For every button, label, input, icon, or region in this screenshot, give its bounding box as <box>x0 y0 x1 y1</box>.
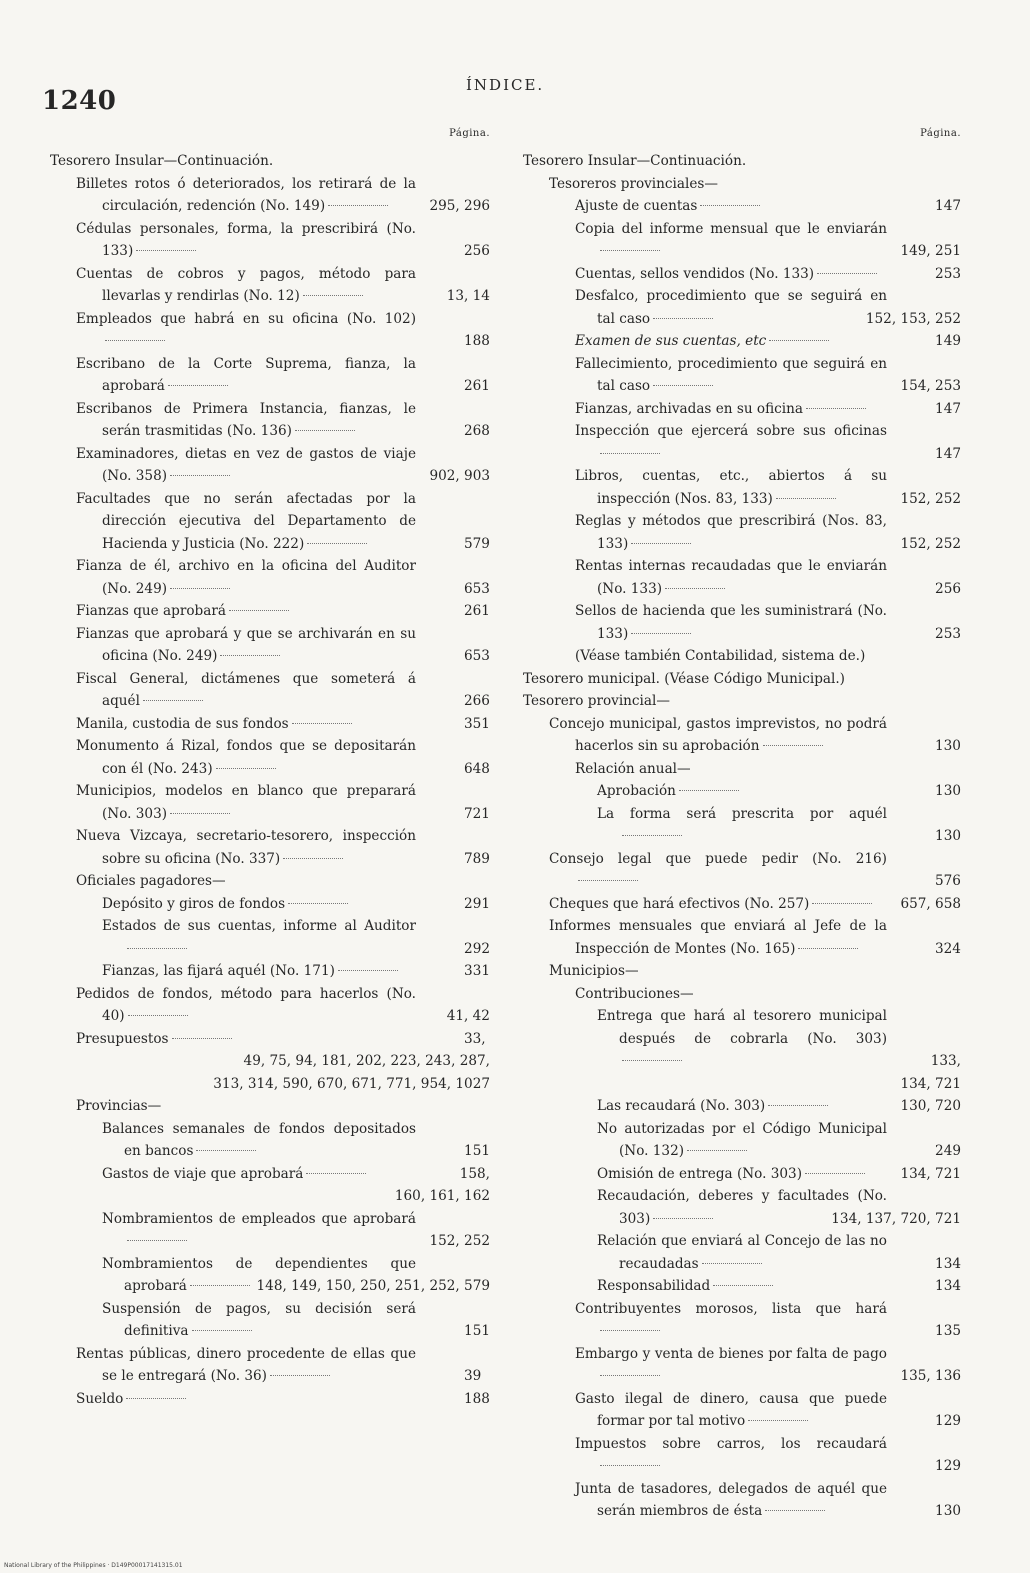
index-entry <box>523 1478 967 1523</box>
dot-leader <box>798 948 858 949</box>
entry-text: Relación anual— <box>575 760 691 777</box>
dot-leader <box>136 250 196 251</box>
entry-text: Embargo y venta de bienes por falta de pago <box>575 1345 887 1362</box>
entry-text: Fianzas, archivadas en su oficina <box>575 400 803 417</box>
entry-text: Cheques que hará efectivos (No. 257) <box>549 895 810 912</box>
index-entry <box>523 690 967 713</box>
entry-text: Tesorero Insular—Continuación. <box>50 153 274 169</box>
index-entry: Municipios, modelos en blanco que preparará (No. 303) 721 <box>76 783 490 822</box>
index-entry: Rentas públicas, dinero procedente de ellas que se le entregará (No. 36) 39 <box>76 1345 482 1384</box>
index-entry <box>50 870 496 893</box>
entry-pages: 148, 149, 150, 250, 251, 252, 579 <box>256 1278 490 1294</box>
entry-pages: 130 <box>935 828 961 844</box>
index-entry <box>50 1208 496 1253</box>
entry-text: Nombramientos de dependientes que aprobará <box>102 1255 416 1294</box>
entry-pages: 135 <box>935 1323 961 1339</box>
entry-text: Empleados que habrá en su oficina (No. 102) <box>76 310 416 327</box>
dot-leader <box>306 1173 366 1174</box>
index-entry: Presupuestos 33, <box>76 1030 486 1047</box>
index-entry: Informes mensuales que enviará al Jefe de la Inspección de Montes (No. 165) 324 <box>549 918 961 957</box>
dot-leader <box>702 1263 762 1264</box>
entry-pages: 151 <box>464 1143 490 1159</box>
entry-text: Sueldo <box>76 1390 124 1407</box>
entry-text: Informes mensuales que enviará al Jefe de la Inspección de Montes (No. 165) <box>549 918 887 957</box>
entry-text: Recaudación, deberes y facultades (No. 303) <box>597 1188 887 1227</box>
entry-text: Ajuste de cuentas <box>575 198 698 214</box>
right-column <box>523 128 967 1523</box>
entry-text: Tesorero Insular—Continuación. <box>523 153 747 169</box>
index-entry <box>50 1095 496 1118</box>
entry-text: Fianzas que aprobará y que se archivarán en su oficina (No. 249) <box>76 625 416 664</box>
entry-text: Desfalco, procedimiento que se seguirá en tal caso <box>575 288 887 327</box>
entry-pages: 134 <box>935 1278 961 1294</box>
index-entry <box>523 1095 967 1118</box>
dot-leader <box>288 903 348 904</box>
index-entry <box>50 960 496 983</box>
index-entry: Empleados que habrá en su oficina (No. 102) 188 <box>76 310 490 349</box>
entry-text: Municipios— <box>549 963 639 979</box>
entry-text: Omisión de entrega (No. 303) <box>597 1165 803 1182</box>
dot-leader <box>307 543 367 544</box>
entry-text: Fiscal General, dictámenes que someterá á aquél <box>76 670 416 709</box>
entry-pages: 902, 903 <box>429 468 490 484</box>
page-number: 1240 <box>42 86 117 116</box>
dot-leader <box>700 205 760 206</box>
index-entry <box>50 893 496 916</box>
entry-pages: 130, 720 <box>900 1098 961 1114</box>
entry-text: Nombramientos de empleados que aprobará <box>102 1210 416 1227</box>
entry-text: (Véase también Contabilidad, sistema de.) <box>575 648 866 664</box>
dot-leader <box>622 1060 682 1061</box>
index-entry <box>523 1163 967 1186</box>
index-entry <box>50 1118 496 1163</box>
entry-text: Fianza de él, archivo en la oficina del Auditor (No. 249) <box>76 558 416 597</box>
index-entry <box>523 218 967 263</box>
entry-pages: 147 <box>935 198 961 214</box>
entry-pages: 256 <box>935 580 961 597</box>
index-entry <box>523 983 967 1006</box>
entry-pages: 147 <box>935 445 961 462</box>
entry-text: Consejo legal que puede pedir (No. 216) <box>549 850 887 867</box>
pagina-label: Página. <box>449 128 490 139</box>
entry-pages: 129 <box>935 1413 961 1429</box>
dot-leader <box>665 588 725 589</box>
dot-leader <box>220 655 280 656</box>
index-entry <box>523 1275 967 1298</box>
dot-leader <box>805 1173 865 1174</box>
dot-leader <box>143 700 203 701</box>
entry-text: Cuentas, sellos vendidos (No. 133) <box>575 265 815 282</box>
dot-leader <box>679 790 739 791</box>
index-entry <box>523 645 967 668</box>
entry-text: Pedidos de fondos, método para hacerlos (No. 40) <box>76 985 416 1024</box>
entry-pages: 147 <box>935 400 961 417</box>
dot-leader <box>172 1038 232 1039</box>
index-entry <box>523 330 967 353</box>
entry-text: Examen de sus cuentas, etc <box>575 333 767 349</box>
index-entry <box>523 555 967 600</box>
index-entry <box>523 668 967 691</box>
index-entry <box>523 1005 967 1073</box>
dot-leader <box>168 385 228 386</box>
dot-leader <box>192 1330 252 1331</box>
index-entry <box>523 1433 967 1478</box>
entry-pages: 134 <box>935 1255 961 1272</box>
entry-text: Balances semanales de fondos depositados en bancos <box>102 1120 416 1159</box>
entry-text: Escribanos de Primera Instancia, fianzas, le serán trasmitidas (No. 136) <box>76 400 416 439</box>
index-entry <box>523 600 967 645</box>
right-entries <box>523 150 967 1523</box>
entry-pages: 657, 658 <box>900 895 961 912</box>
index-entry <box>523 1388 967 1433</box>
dot-leader <box>653 318 713 319</box>
entry-text: Libros, cuentas, etc., abiertos á su inspección (Nos. 83, 133) <box>575 468 887 507</box>
index-entry: Fiscal General, dictámenes que someterá á aquél 266 <box>76 670 490 709</box>
dot-leader <box>600 453 660 454</box>
index-entry <box>50 915 496 960</box>
dot-leader <box>817 273 877 274</box>
index-entry: Nueva Vizcaya, secretario-tesorero, inspección sobre su oficina (No. 337) 789 <box>76 828 490 867</box>
entry-text: Entrega que hará al tesorero municipal después de cobrarla (No. 303) <box>597 1008 887 1047</box>
entry-text: Relación que enviará al Concejo de las no recaudadas <box>597 1233 887 1272</box>
dot-leader <box>190 1285 250 1286</box>
index-entry <box>50 1253 496 1298</box>
dot-leader <box>126 1398 186 1399</box>
dot-leader <box>600 1375 660 1376</box>
left-entries <box>50 150 496 1410</box>
entry-pages: 149, 251 <box>900 243 961 259</box>
entry-text: Examinadores, dietas en vez de gastos de viaje (No. 358) <box>76 445 416 484</box>
entry-text: Contribuciones— <box>575 985 694 1002</box>
entry-pages: 295, 296 <box>429 198 490 214</box>
dot-leader <box>713 1285 773 1286</box>
entry-text: Facultades que no serán afectadas por la dirección ejecutiva del Departamento de Hacienda y Justicia (No. 222) <box>76 490 416 552</box>
index-entry <box>523 1118 967 1163</box>
dot-leader <box>295 430 355 431</box>
index-entry: Escribanos de Primera Instancia, fianzas, le serán trasmitidas (No. 136) 268 <box>76 400 490 439</box>
index-entry <box>523 173 967 196</box>
entry-text: Billetes rotos ó deteriorados, los retirará de la circulación, redención (No. 149) <box>76 175 416 214</box>
entry-pages: 134, 137, 720, 721 <box>831 1210 961 1227</box>
entry-text: Depósito y giros de fondos <box>102 895 286 912</box>
index-entry <box>50 1298 496 1343</box>
dot-leader <box>769 340 829 341</box>
dot-leader <box>631 543 691 544</box>
entry-text: Manila, custodia de sus fondos <box>76 715 289 732</box>
dot-leader <box>765 1510 825 1511</box>
index-entry <box>523 263 967 286</box>
entry-pages: 291 <box>464 895 490 912</box>
entry-text: Tesorero provincial— <box>523 693 670 709</box>
dot-leader <box>578 880 638 881</box>
entry-pages: 133, <box>930 1053 961 1069</box>
entry-text: Oficiales pagadores— <box>76 873 226 889</box>
entry-pages: 292 <box>464 940 490 957</box>
index-entry <box>50 263 496 308</box>
entry-pages: 13, 14 <box>446 288 490 304</box>
entry-pages: 129 <box>935 1458 961 1474</box>
index-entry: Cédulas personales, forma, la prescribirá (No. 133) 256 <box>76 220 490 259</box>
entry-text: Responsabilidad <box>597 1278 711 1294</box>
entry-text: Provincias— <box>76 1098 162 1114</box>
index-entry <box>523 285 967 330</box>
entry-text: Copia del informe mensual que le enviarán <box>575 220 887 237</box>
index-entry <box>523 960 967 983</box>
index-entry: Concejo municipal, gastos imprevistos, no podrá hacerlos sin su aprobación 130 <box>549 715 961 754</box>
index-entry <box>523 353 967 398</box>
entry-text: Fallecimiento, procedimiento que seguirá en tal caso <box>575 355 887 394</box>
index-entry <box>50 150 496 173</box>
entry-text: Inspección que ejercerá sobre sus oficinas <box>575 423 887 439</box>
entry-text: Rentas internas recaudadas que le enviarán (No. 133) <box>575 558 887 597</box>
index-entry <box>523 1298 967 1343</box>
dot-leader <box>283 858 343 859</box>
entry-pages: 152, 252 <box>429 1233 490 1249</box>
entry-text: Fianzas, las fijará aquél (No. 171) <box>102 963 335 979</box>
entry-text: Tesorero municipal. (Véase Código Municipal.) <box>523 670 845 687</box>
dot-leader <box>338 970 398 971</box>
dot-leader <box>748 1420 808 1421</box>
entry-text: La forma será prescrita por aquél <box>597 805 887 822</box>
index-entry <box>523 780 967 803</box>
entry-pages: 152, 252 <box>900 535 961 552</box>
dot-leader <box>776 498 836 499</box>
entry-pages: 135, 136 <box>900 1368 961 1384</box>
index-entry <box>523 420 967 465</box>
entry-text: Concejo municipal, gastos imprevistos, no podrá hacerlos sin su aprobación <box>549 715 887 754</box>
entry-pages: 331 <box>464 963 490 979</box>
index-entry <box>523 510 967 555</box>
entry-text: Impuestos sobre carros, los recaudará <box>575 1435 887 1452</box>
dot-leader <box>653 1218 713 1219</box>
entry-text: Tesoreros provinciales— <box>549 175 718 192</box>
dot-leader <box>600 250 660 251</box>
index-entry <box>523 465 967 510</box>
entry-text: Municipios, modelos en blanco que preparará (No. 303) <box>76 783 416 822</box>
entry-text: Sellos de hacienda que les suministrará (No. 133) <box>575 603 887 642</box>
dot-leader <box>600 1330 660 1331</box>
index-entry: Sueldo 188 <box>76 1390 490 1407</box>
dot-leader <box>170 813 230 814</box>
index-entry: Fianza de él, archivo en la oficina del Auditor (No. 249) 653 <box>76 558 490 597</box>
dot-leader <box>216 768 276 769</box>
entry-pages: 154, 253 <box>900 378 961 394</box>
entry-pages: 41, 42 <box>446 1008 490 1024</box>
index-entry <box>523 1230 967 1275</box>
dot-leader <box>812 903 872 904</box>
dot-leader <box>292 723 352 724</box>
dot-leader <box>170 588 230 589</box>
entry-text: Monumento á Rizal, fondos que se depositarán con él (No. 243) <box>76 738 416 777</box>
entry-text: Gastos de viaje que aprobará <box>102 1165 304 1182</box>
index-entry <box>523 150 967 173</box>
entry-text: No autorizadas por el Código Municipal (No. 132) <box>597 1120 887 1159</box>
index-entry <box>523 758 967 781</box>
entry-pages: 249 <box>935 1143 961 1159</box>
index-entry <box>523 893 967 916</box>
dot-leader <box>763 745 823 746</box>
dot-leader <box>303 295 363 296</box>
entry-pages-continuation: 134, 721 <box>900 1075 961 1092</box>
entry-pages: 152, 252 <box>900 490 961 507</box>
pagina-label: Página. <box>920 128 961 139</box>
entry-text: Las recaudará (No. 303) <box>597 1098 766 1114</box>
dot-leader <box>270 1375 330 1376</box>
entry-text: Estados de sus cuentas, informe al Auditor <box>102 918 416 934</box>
entry-text: Cédulas personales, forma, la prescribirá (No. 133) <box>76 220 416 259</box>
entry-text: Contribuyentes morosos, lista que hará <box>575 1300 887 1317</box>
entry-pages: 134, 721 <box>900 1165 961 1182</box>
entry-pages: 152, 153, 252 <box>865 310 961 327</box>
entry-text: Rentas públicas, dinero procedente de ellas que se le entregará (No. 36) <box>76 1345 416 1384</box>
dot-leader <box>653 385 713 386</box>
dot-leader <box>768 1105 828 1106</box>
index-entry <box>523 1343 967 1388</box>
dot-leader <box>806 408 866 409</box>
entry-pages-continuation: 49, 75, 94, 181, 202, 223, 243, 287, <box>243 1053 490 1069</box>
dot-leader <box>196 1150 256 1151</box>
dot-leader <box>127 1240 187 1241</box>
dot-leader <box>105 340 165 341</box>
entry-pages: 151 <box>464 1323 490 1339</box>
index-entry: Consejo legal que puede pedir (No. 216) 576 <box>549 850 961 889</box>
index-entry <box>50 443 496 488</box>
running-head: ÍNDICE. <box>466 76 545 94</box>
entry-text: Cuentas de cobros y pagos, método para llevarlas y rendirlas (No. 12) <box>76 265 416 304</box>
index-entry: Escribano de la Corte Suprema, fianza, la aprobará 261 <box>76 355 490 394</box>
entry-pages: 253 <box>935 265 961 282</box>
index-entry <box>50 173 496 218</box>
dot-leader <box>600 1465 660 1466</box>
index-entry <box>50 983 496 1028</box>
entry-pages: 149 <box>935 333 961 349</box>
index-entry <box>523 398 967 421</box>
entry-pages-continuation: 313, 314, 590, 670, 671, 771, 954, 1027 <box>213 1075 490 1092</box>
dot-leader <box>128 1015 188 1016</box>
index-entry <box>50 1163 496 1186</box>
dot-leader <box>631 633 691 634</box>
entry-text: Fianzas que aprobará <box>76 603 226 619</box>
entry-text: Gasto ilegal de dinero, causa que puede formar por tal motivo <box>575 1390 887 1429</box>
dot-leader <box>687 1150 747 1151</box>
entry-text: Escribano de la Corte Suprema, fianza, la aprobará <box>76 355 416 394</box>
dot-leader <box>229 610 289 611</box>
index-entry: Fianzas que aprobará y que se archivarán en su oficina (No. 249) 653 <box>76 625 490 664</box>
entry-text: Suspensión de pagos, su decisión será definitiva <box>102 1300 416 1339</box>
index-entry: Facultades que no serán afectadas por la dirección ejecutiva del Departamento de Hacienda y Justicia (No. 222) 579 <box>76 490 490 552</box>
index-entry <box>523 803 967 848</box>
index-entry: Fianzas que aprobará 261 <box>76 603 490 619</box>
dot-leader <box>622 835 682 836</box>
entry-pages: 130 <box>935 1503 961 1519</box>
entry-text: Reglas y métodos que prescribirá (Nos. 83, 133) <box>575 513 887 552</box>
index-entry: Manila, custodia de sus fondos 351 <box>76 715 490 732</box>
entry-text: Nueva Vizcaya, secretario-tesorero, inspección sobre su oficina (No. 337) <box>76 828 416 867</box>
entry-pages: 253 <box>935 625 961 642</box>
index-entry <box>523 1185 967 1230</box>
index-entry: Monumento á Rizal, fondos que se depositarán con él (No. 243) 648 <box>76 738 490 777</box>
entry-text: Presupuestos <box>76 1030 169 1047</box>
dot-leader <box>170 475 230 476</box>
entry-pages-continuation: 160, 161, 162 <box>394 1188 490 1204</box>
entry-text: Junta de tasadores, delegados de aquél que serán miembros de ésta <box>575 1480 887 1519</box>
index-entry <box>523 195 967 218</box>
dot-leader <box>328 205 388 206</box>
entry-pages: 158, <box>459 1165 490 1182</box>
entry-pages: 130 <box>935 783 961 799</box>
entry-text: Aprobación <box>597 783 676 799</box>
footer-credit: National Library of the Philippines · D149P00017141315.01 <box>4 1562 183 1569</box>
dot-leader <box>127 948 187 949</box>
left-column <box>50 128 496 1410</box>
